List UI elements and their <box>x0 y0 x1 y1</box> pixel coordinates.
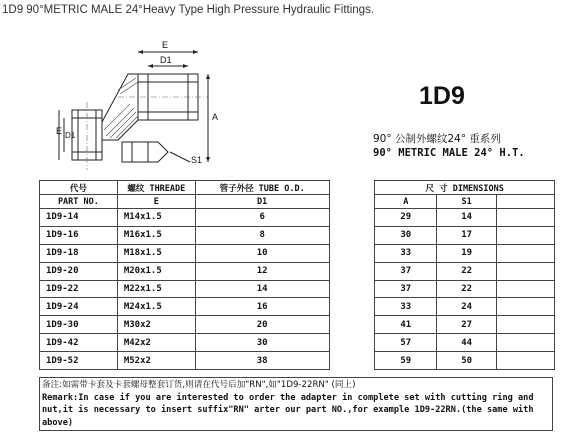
cell-dim-a: 30 <box>375 226 437 244</box>
cell-dim-s1: 27 <box>437 316 497 334</box>
cell-dim-s1: 19 <box>437 244 497 262</box>
cell-dim-s1: 22 <box>437 262 497 280</box>
cell-empty <box>497 352 555 370</box>
dim-e-top-label: E <box>162 40 169 50</box>
cell-part-no: 1D9-14 <box>40 209 118 227</box>
cell-dim-s1: 50 <box>437 352 497 370</box>
cell-gap <box>329 226 375 244</box>
cell-tube-od: 20 <box>195 316 329 334</box>
table-row <box>40 352 555 370</box>
dim-s1-label: S1 <box>191 155 203 165</box>
cell-tube-od: 6 <box>195 209 329 227</box>
cell-empty <box>497 316 555 334</box>
cell-dim-a: 57 <box>375 334 437 352</box>
header-thread: 螺纹 THREADE <box>117 181 195 195</box>
table-row <box>40 262 555 280</box>
cell-part-no: 1D9-30 <box>40 316 118 334</box>
header-part-cn: 代号 <box>40 181 118 195</box>
cell-empty <box>497 280 555 298</box>
cell-tube-od: 16 <box>195 298 329 316</box>
cell-empty <box>497 334 555 352</box>
cell-part-no: 1D9-16 <box>40 226 118 244</box>
header-dim-a: A <box>375 195 437 209</box>
header-part-en: PART NO. <box>40 195 118 209</box>
cell-thread: M42x2 <box>117 334 195 352</box>
cell-dim-s1: 44 <box>437 334 497 352</box>
table-header-row-2 <box>40 195 555 209</box>
header-thread-symbol: E <box>117 195 195 209</box>
cell-tube-od: 14 <box>195 280 329 298</box>
cell-thread: M22x1.5 <box>117 280 195 298</box>
cell-dim-a: 59 <box>375 352 437 370</box>
cell-part-no: 1D9-20 <box>40 262 118 280</box>
cell-gap <box>329 352 375 370</box>
cell-empty <box>497 244 555 262</box>
cell-tube-od: 30 <box>195 334 329 352</box>
cell-gap <box>329 316 375 334</box>
cell-part-no: 1D9-42 <box>40 334 118 352</box>
dimensions-table <box>39 180 555 370</box>
cell-empty <box>497 209 555 227</box>
cell-tube-od: 10 <box>195 244 329 262</box>
cell-gap <box>329 209 375 227</box>
cell-dim-s1: 17 <box>437 226 497 244</box>
dim-d1-top-label: D1 <box>160 55 172 65</box>
cell-dim-a: 37 <box>375 262 437 280</box>
table-row <box>40 226 555 244</box>
cell-part-no: 1D9-52 <box>40 352 118 370</box>
product-description-en: 90° METRIC MALE 24° H.T. <box>373 147 525 159</box>
cell-thread: M18x1.5 <box>117 244 195 262</box>
table-row <box>40 316 555 334</box>
remark-cn: 备注:如需带卡套及卡套螺母整套订货,则请在代号后加"RN",如"1D9-22RN" (同上) <box>42 380 356 390</box>
cell-thread: M24x1.5 <box>117 298 195 316</box>
cell-dim-s1: 24 <box>437 298 497 316</box>
cell-gap <box>329 298 375 316</box>
cell-gap <box>329 280 375 298</box>
table-row <box>40 209 555 227</box>
cell-tube-od: 38 <box>195 352 329 370</box>
table-row <box>40 298 555 316</box>
cell-empty <box>497 262 555 280</box>
page-header-title: 1D9 90°METRIC MALE 24°Heavy Type High Pressure Hydraulic Fittings. <box>2 4 375 16</box>
cell-dim-s1: 22 <box>437 280 497 298</box>
remark-en: Remark:In case if you are interested to order the adapter in complete set with cutting ring and nut,it is necessary to insert suffix"RN" arter our part NO.,for example 1D9-22RN.(the same with above) <box>42 392 534 428</box>
header-dimensions: 尺 寸 DIMENSIONS <box>375 181 555 195</box>
cell-part-no: 1D9-22 <box>40 280 118 298</box>
cell-part-no: 1D9-18 <box>40 244 118 262</box>
cell-dim-a: 33 <box>375 244 437 262</box>
cell-dim-a: 37 <box>375 280 437 298</box>
cell-gap <box>329 262 375 280</box>
cell-dim-a: 33 <box>375 298 437 316</box>
cell-gap <box>329 334 375 352</box>
table-header-row-1 <box>40 181 555 195</box>
cell-dim-a: 41 <box>375 316 437 334</box>
dim-d1-side-label: D1 <box>65 131 76 140</box>
cell-dim-a: 29 <box>375 209 437 227</box>
cell-thread: M16x1.5 <box>117 226 195 244</box>
header-tube-symbol: D1 <box>195 195 329 209</box>
table-row <box>40 280 555 298</box>
cell-tube-od: 8 <box>195 226 329 244</box>
cell-empty <box>497 298 555 316</box>
cell-thread: M30x2 <box>117 316 195 334</box>
product-code: 1D9 <box>419 82 465 110</box>
table-row <box>40 334 555 352</box>
cell-thread: M52x2 <box>117 352 195 370</box>
cell-thread: M20x1.5 <box>117 262 195 280</box>
cell-thread: M14x1.5 <box>117 209 195 227</box>
header-tube: 管子外径 TUBE O.D. <box>195 181 329 195</box>
fitting-drawing <box>58 30 298 178</box>
cell-gap <box>329 244 375 262</box>
cell-tube-od: 12 <box>195 262 329 280</box>
header-dim-s1: S1 <box>437 195 497 209</box>
dim-a-label: A <box>212 112 219 122</box>
table-row <box>40 244 555 262</box>
cell-dim-s1: 14 <box>437 209 497 227</box>
product-description-cn: 90° 公制外螺纹24° 重系列 <box>373 133 501 145</box>
remarks-box <box>39 377 553 431</box>
dim-e-side-label: E <box>56 126 63 136</box>
cell-part-no: 1D9-24 <box>40 298 118 316</box>
cell-empty <box>497 226 555 244</box>
